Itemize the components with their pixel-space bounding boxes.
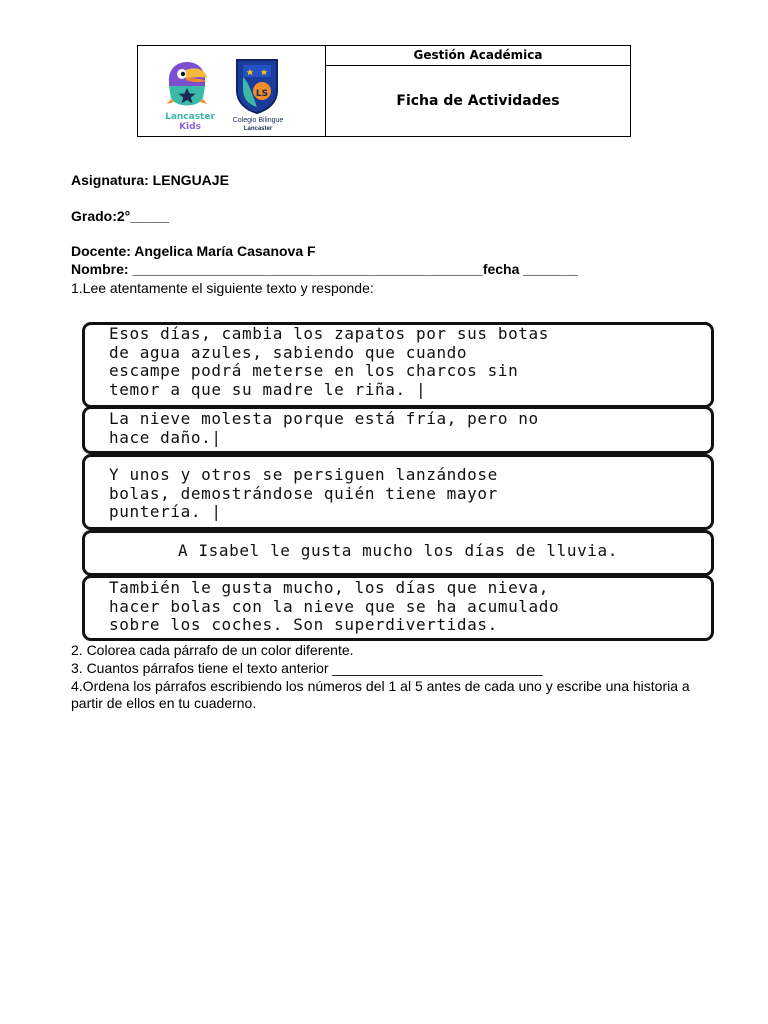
paragraph-5-text	[109, 579, 705, 635]
crest-initials	[251, 86, 273, 98]
paragraph-1-line-1: Esos días, cambia los zapatos por sus botas	[109, 324, 550, 343]
paragraph-1-line-2: de agua azules, sabiendo que cuando	[109, 342, 468, 362]
paragraph-2-line-2: hace daño.|	[109, 427, 222, 447]
paragraph-3-text	[109, 466, 705, 522]
lancaster-kids-wordmark	[160, 112, 220, 132]
paragraph-panel-1	[82, 322, 714, 408]
logos-cell	[138, 46, 326, 136]
colegio-line2: Lancaster	[243, 126, 273, 132]
paragraph-4-line-1: A Isabel le gusta mucho los días de lluvia.	[177, 541, 618, 560]
paragraph-3-line-3: puntería. |	[109, 502, 222, 521]
paragraph-2-line-1: La nieve molesta porque está fría, pero no	[109, 409, 539, 428]
paragraph-1-text	[109, 325, 705, 399]
instruction-4: 4.Ordena los párrafos escribiendo los números del 1 al 5 antes de cada uno y escribe una historia a partir de ellos en tu cuaderno.	[71, 678, 690, 711]
paragraph-5-line-1: También le gusta mucho, los días que nieva,	[109, 578, 550, 597]
lancaster-kids-line2: Kids	[179, 122, 201, 132]
subject-field: Asignatura: LENGUAJE	[71, 172, 229, 188]
title-cell	[326, 46, 630, 136]
management-title: Gestión Académica	[326, 46, 630, 66]
paragraph-4-text	[85, 542, 711, 561]
instruction-3: 3. Cuantos párrafos tiene el texto anterior ___________________________	[71, 660, 543, 676]
paragraph-panel-5	[82, 575, 714, 641]
paragraph-3-line-1: Y unos y otros se persiguen lanzándose	[109, 465, 498, 484]
document-header	[137, 45, 631, 137]
colegio-lancaster-wordmark	[226, 117, 290, 133]
teacher-field: Docente: Angelica María Casanova F	[71, 243, 316, 259]
grade-field: Grado:2°_____	[71, 208, 170, 224]
paragraph-1-line-3: escampe podrá meterse en los charcos sin	[109, 361, 519, 380]
paragraph-panel-2	[82, 406, 714, 454]
paragraph-3-line-2: bolas, demostrándose quién tiene mayor	[109, 483, 498, 503]
paragraph-1-line-4: temor a que su madre le riña. |	[109, 379, 427, 399]
name-date-field: Nombre: _____________________________________________fecha _______	[71, 261, 578, 277]
crest-initials-text: LS	[255, 89, 269, 98]
paragraph-panel-3	[82, 454, 714, 530]
paragraph-panel-4	[82, 530, 714, 576]
instruction-2: 2. Colorea cada párrafo de un color diferente.	[71, 642, 354, 658]
lancaster-kids-line1: Lancaster	[165, 112, 215, 122]
paragraph-5-line-3: sobre los coches. Son superdivertidas.	[109, 615, 498, 634]
sheet-title: Ficha de Actividades	[396, 93, 560, 109]
instruction-1: 1.Lee atentamente el siguiente texto y responde:	[71, 280, 374, 296]
paragraph-5-line-2: hacer bolas con la nieve que se ha acumulado	[109, 596, 560, 616]
toucan-logo-icon	[164, 58, 210, 118]
reading-passage	[82, 320, 718, 642]
paragraph-2-text	[109, 410, 705, 447]
colegio-line1: Colegio Bilingue	[232, 117, 284, 124]
